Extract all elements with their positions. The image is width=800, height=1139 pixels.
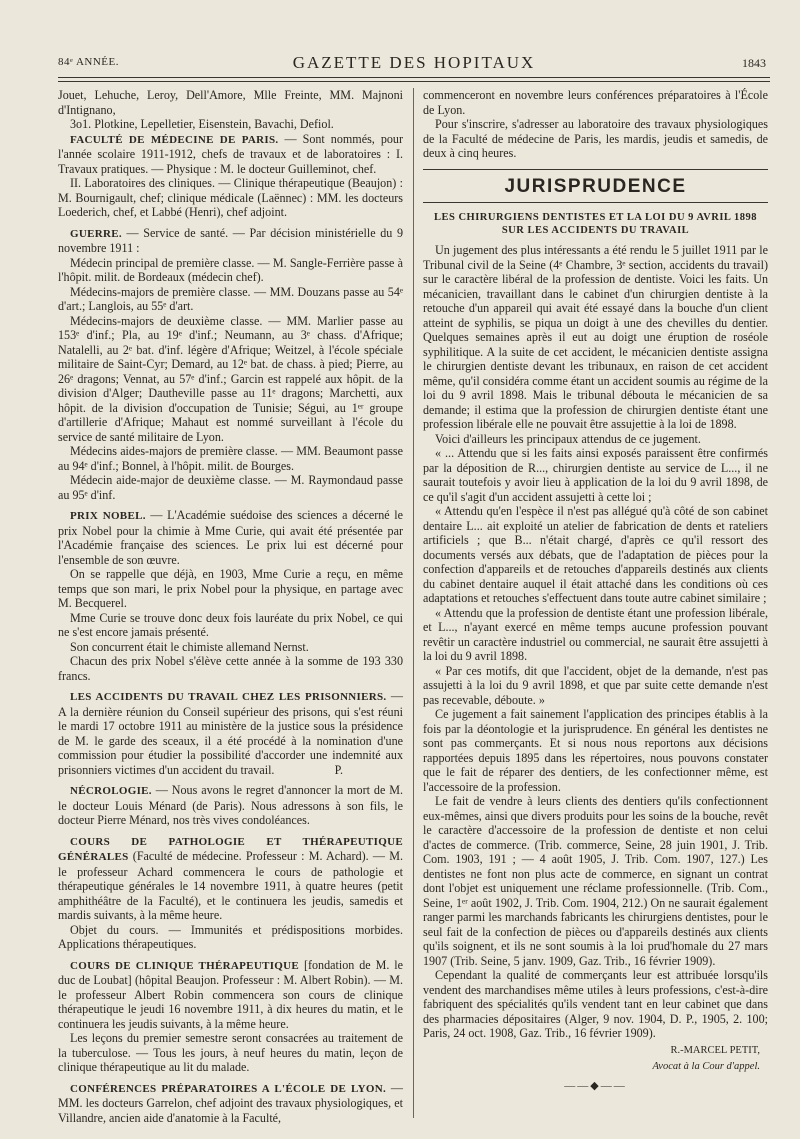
paragraph-text: — L'Académie suédoise des sciences a décerné le prix Nobel pour la chimie à Mme Curie, qui avait été présentée par l'Académie française des sciences. Le prix lui est décerné pour l'ensemble de son œuvre. xyxy=(58,508,403,567)
left-paragraph xyxy=(58,285,403,314)
left-paragraph xyxy=(58,654,403,683)
paragraph-text: — A la dernière réunion du Conseil supérieur des prisons, qui s'est réuni le mardi 17 octobre 1911 au ministère de la justice sous la présidence de M. le garde des sceaux, il a été procédé à la nomination d'une commission pour étudier la possibilité d'accorder une indemnité aux prisonniers victimes d'un accident du travail. xyxy=(58,689,403,777)
paragraph-text: On se rappelle que déjà, en 1903, Mme Curie a reçu, en même temps que son mari, le prix Nobel pour la physique, en partage avec M. Becquerel. xyxy=(58,567,403,610)
paragraph-text: Chacun des prix Nobel s'élève cette année à la somme de 193 330 francs. xyxy=(58,654,403,683)
left-paragraph xyxy=(58,783,403,828)
header-rule xyxy=(58,77,770,78)
left-paragraph xyxy=(58,117,403,132)
paragraph-lead: GUERRE. xyxy=(70,227,122,240)
paragraph-text: — Sont nommés, pour l'année scolaire 1911-1912, chefs de travaux et de laboratoires : I. Travaux pratiques. — Physique : M. le docteur Guilleminot, chef. xyxy=(58,131,403,176)
left-paragraph xyxy=(58,226,403,256)
article-body xyxy=(423,243,768,1041)
journal-title: GAZETTE DES HOPITAUX xyxy=(292,53,536,72)
jurisprudence-section xyxy=(423,169,768,1094)
right-paragraph: Pour s'inscrire, s'adresser au laboratoire des travaux physiologiques de la Faculté de médecine de Paris, les mardis, jeudis et samedis, de deux à cinq heures. xyxy=(423,117,768,160)
left-paragraph xyxy=(58,256,403,285)
left-column xyxy=(58,88,403,1125)
right-column-continuation xyxy=(423,88,768,161)
article-paragraph: « Par ces motifs, dit que l'accident, objet de la demande, n'est pas assujetti à la loi du 9 avril 1898, et que par suite cette demande n'est pas recevable, déboute. » xyxy=(423,663,768,707)
paragraph-text: Objet du cours. — Immunités et prédispositions morbides. Applications thérapeutiques. xyxy=(58,922,403,951)
section-rule-bottom xyxy=(423,202,768,203)
paragraph-text: Les leçons du premier semestre seront consacrées au traitement de la tuberculose. — Tous les jours, à neuf heures du matin, leçon de clinique thérapeutique au lit du malade. xyxy=(58,1031,403,1074)
signature-initial: P. xyxy=(334,762,343,777)
paragraph-text: — Nous avons le regret d'annoncer la mort de M. le docteur Louis Ménard (de Paris). Nous adressons à son fils, le docteur Pierre Ménard, nos très vives condoléances. xyxy=(58,783,403,827)
author-title: Avocat à la Cour d'appel. xyxy=(652,1060,760,1072)
paragraph-lead: FACULTÉ DE MÉDECINE DE PARIS. xyxy=(70,133,279,146)
left-paragraph xyxy=(58,314,403,445)
left-paragraph xyxy=(58,1081,403,1126)
paragraph-text: — MM. les docteurs Garrelon, chef adjoint des travaux physiologiques, et Villandre, ancien aide d'anatomie à la Faculté, xyxy=(58,1080,403,1125)
article-title: LES CHIRURGIENS DENTISTES ET LA LOI DU 9 AVRIL 1898 SUR LES ACCIDENTS DU TRAVAIL xyxy=(433,212,757,236)
left-paragraph xyxy=(58,923,403,952)
paragraph-lead: COURS DE PATHOLOGIE ET THÉRAPEUTIQUE GÉNÉRALES xyxy=(58,835,403,863)
left-paragraph xyxy=(58,1031,403,1075)
article-paragraph: « Attendu que la profession de dentiste étant une profession libérale, et L..., n'ayant exercé en même temps aucune profession pouvant revêtir un caractère industriel ou commercial, ne saurait être assujetti à la loi du 9 avril 1898. xyxy=(423,605,768,663)
left-paragraph xyxy=(58,444,403,473)
paragraph-text: II. Laboratoires des cliniques. — Clinique thérapeutique (Beaujon) : M. Bournigault, chef; clinique médicale (Laënnec) : MM. les docteurs Loederich, chef, et Labbé (Henri), chef adjoint. xyxy=(58,176,403,219)
paragraph-text: Médecin principal de première classe. — M. Sangle-Ferrière passe à l'hôpit. milit. de Bordeaux (médecin chef). xyxy=(58,255,403,284)
left-paragraph xyxy=(58,132,403,177)
left-paragraph xyxy=(58,567,403,611)
paragraph-text: Médecins aides-majors de première classe. — MM. Beaumont passe au 94ᵉ d'inf.; Bonnel, à l'hôpit. milit. de Bourges. xyxy=(58,444,403,473)
section-title: JURISPRUDENCE xyxy=(504,175,687,197)
left-paragraph xyxy=(58,834,403,923)
right-paragraph: commenceront en novembre leurs conférences préparatoires à l'École de Lyon. xyxy=(423,88,768,117)
paragraph-text: Mme Curie se trouve donc deux fois lauréate du prix Nobel, ce qui ne s'est encore jamais présenté. xyxy=(58,610,403,639)
left-paragraph xyxy=(58,611,403,640)
article-paragraph: Voici d'ailleurs les principaux attendus de ce jugement. xyxy=(435,431,701,446)
left-paragraph xyxy=(58,508,403,567)
column-divider xyxy=(413,88,414,1118)
left-paragraph xyxy=(58,88,403,117)
paragraph-text: Médecins-majors de deuxième classe. — MM. Marlier passe au 153ᵉ d'inf.; Pla, au 19ᵉ d'inf.; Neumann, au 3ᵉ chass. d'Afrique; Natalelli, au 2ᵉ bat. d'inf. légère d'Afrique; Weitzel, à l'école spéciale militaire de Saint-Cyr; Demard, au 12ᵉ bat. de chass. à pied; Pierre, au 26ᵉ dragons; Vennat, au 57ᵉ d'inf.; Garcin est rappelé aux hôpit. de la division d'Alger; Dautheville passe au 11ᵉ dragons; Marchetti, aux hôpit. de la division d'occupation de Tunisie; Ségui, au 1ᵉʳ groupe d'artillerie d'Afrique; Mahaut est nommé surveillant à l'école du service de santé militaire de Lyon. xyxy=(58,313,403,444)
left-paragraph xyxy=(58,473,403,502)
volume-label: 84ᵉ ANNÉE. xyxy=(58,56,119,68)
article-paragraph: Le fait de vendre à leurs clients des dentiers qu'ils confectionnent eux-mêmes, ainsi que divers produits pour les soins de la bouche, revêt le caractère d'accessoire de la profession de dentiste et non celui d'actes de commerce. (Trib. commerce, Seine, 28 juin 1901, J. Trib. Com. 1903, 191 ; — 4 août 1905, J. Trib. Com. 1907, 127.) Les dentistes ne font non plus acte de commerce, en signant un contrat dont l'objet est uniquement une réclame professionnelle. (Trib. Com., Seine, 1ᵉʳ août 1902, J. Trib. Com. 1904, 212.) On ne saurait également ranger parmi les marchands fabricants les chirurgiens dentistes, pour le seul fait de la confection de pièces ou d'appareils destinés aux clients qu'ils soignent, et ils ne sont soumis à la loi prud'homale du 27 mars 1907 (Trib. Seine, 5 janv. 1909, Gaz. Trib., 16 février 1909). xyxy=(423,794,768,968)
right-column xyxy=(423,88,768,1093)
paragraph-lead: LES ACCIDENTS DU TRAVAIL CHEZ LES PRISONNIERS. xyxy=(70,691,387,703)
article-paragraph: « ... Attendu que si les faits ainsi exposés paraissent être confirmés par la déposition de R..., chirurgien dentiste au service de L..., il ne saurait toutefois y avoir lieu à application de la loi du 9 avril 1898, de ce qu'il s'agit d'un accident assujetti à cette loi ; xyxy=(423,446,768,504)
article-paragraph: Ce jugement a fait sainement l'application des principes établis à la fois par la déontologie et la jurisprudence. En général les dentistes ne sont pas commerçants. Et si nous nous reportons aux décisions rapportées depuis 1895 dans les répertoires, nous pouvons constater que le fait de réparer des dentiers, de les confectionner même, est l'accessoire de la profession. xyxy=(423,707,768,794)
article-paragraph: « Attendu qu'en l'espèce il n'est pas allégué qu'à côté de son cabinet dentaire L... ait exploité un atelier de fabrication de dents et rateliers artificiels ; que B... n'était chargé, d'après ce qu'il ressort des documents versés aux débats, que de l'adaptation de pièces pour la confection d'appareils et de retouches d'appareils destinés aux clients du cabinet dentaire auquel il était attaché dans les conditions où ces adaptations et retouches s'effectuent dans toute autre cabinet similaire ; xyxy=(423,504,768,605)
paragraph-text: 3o1. Plotkine, Lepelletier, Eisenstein, Bavachi, Defiol. xyxy=(70,117,334,131)
paragraph-lead: PRIX NOBEL. xyxy=(70,510,146,522)
paragraph-text: Médecins-majors de première classe. — MM. Douzans passe au 54ᵉ d'art.; Langlois, au 55ᵉ d'art. xyxy=(58,284,403,313)
end-ornament: ——◆—— xyxy=(564,1079,627,1092)
author-name: R.-MARCEL PETIT, xyxy=(670,1044,760,1056)
paragraph-lead: NÉCROLOGIE. xyxy=(70,785,152,797)
article-paragraph: Un jugement des plus intéressants a été rendu le 5 juillet 1911 par le Tribunal civil de la Seine (4ᵉ Chambre, 3ᵉ section, accidents du travail) sur le caractère libéral de la profession de dentiste. Voici les faits. Un mécanicien, travaillant dans le cabinet d'un chirurgien dentiste à la retouche d'un appareil qui avait été essayé dans la bouche d'un client atteint de syphilis, se piqua un doigt à une des chevilles du dentier. Quelques semaines après il eut au doigt une éruption de roséole syphilitique. A la suite de cet accident, le mécanicien dentiste assigna le chirurgien dentiste devant les tribunaux, en raison de cet accident même, qu'il considéra comme étant un accident soumis au régime de la loi du 9 avril 1898. Mais le tribunal débouta le mécanicien de sa demande; il estima que la profession de chirurgien dentiste étant une profession libérale elle ne pouvait être assujettie à la loi de 1898. xyxy=(423,243,768,431)
page-number: 1843 xyxy=(742,56,766,70)
paragraph-text: Jouet, Lehuche, Leroy, Dell'Amore, Mlle Freinte, MM. Majnoni d'Intignano, xyxy=(58,88,403,117)
left-paragraph xyxy=(58,958,403,1032)
paragraph-text: — Service de santé. — Par décision ministérielle du 9 novembre 1911 : xyxy=(58,225,403,255)
paragraph-text: (Faculté de médecine. Professeur : M. Achard). — M. le professeur Achard commencera le cours de pathologie et thérapeutique générales le 14 novembre 1911, à quatre heures (petit amphithéâtre de la Faculté), et le continuera les jeudis, samedis et mardis suivants, à la même heure. xyxy=(58,849,403,922)
paragraph-text: Son concurrent était le chimiste allemand Nernst. xyxy=(70,639,309,654)
left-paragraph xyxy=(58,176,403,220)
paragraph-lead: CONFÉRENCES PRÉPARATOIRES A L'ÉCOLE DE LYON. xyxy=(70,1082,387,1095)
left-paragraph xyxy=(58,640,403,655)
article-paragraph: Cependant la qualité de commerçants leur est attribuée lorsqu'ils vendent des marchandises même utiles à leurs professions, c'est-à-dire fabriquent des spécialités qu'ils vendent tant en leur cabinet que dans des pharmacies dépositaires (Alger, 9 nov. 1904, D. P., 1905, 2. 100; Paris, 24 oct. 1908, Gaz. Trib., 16 février 1909). xyxy=(423,968,768,1040)
header-rule-thin xyxy=(58,81,770,82)
paragraph-text: [fondation de M. le duc de Loubat] (hôpital Beaujon. Professeur : M. Albert Robin). — M. le professeur Albert Robin commencera son cours de clinique thérapeutique le jeudi 16 novembre 1911, à dix heures du matin, et le continuera les jeudis suivants, à la même heure. xyxy=(58,957,404,1031)
page-header xyxy=(58,52,770,76)
section-rule-top xyxy=(423,169,768,170)
paragraph-lead: COURS DE CLINIQUE THÉRAPEUTIQUE xyxy=(70,959,300,972)
paragraph-text: Médecin aide-major de deuxième classe. — M. Raymondaud passe au 95ᵉ d'inf. xyxy=(58,473,403,502)
